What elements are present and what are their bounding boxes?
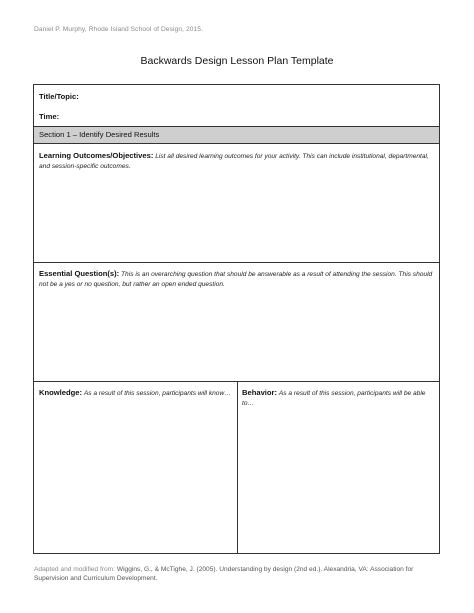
- section-1-label: Section 1 – Identify Desired Results: [39, 130, 160, 139]
- citation-footer: [34, 565, 444, 583]
- author-credit: Daniel P. Murphy, Rhode Island School of Design, 2015.: [34, 26, 203, 33]
- essential-questions-instruction: This is an overarching question that should be answerable as a result of attending the session. This should not be a yes or no question, but rather an open ended question.: [39, 271, 433, 288]
- learning-outcomes-instruction: List all desired learning outcomes for your activity. This can include institutional, departmental, and session-specific outcomes.: [39, 153, 429, 170]
- knowledge-instruction: As a result of this session, participants will know…: [83, 390, 231, 397]
- citation-text: Wiggins, G., & McTighe, J. (2005). Understanding by design (2nd ed.). Alexandria, VA: Association for Supervision and Curriculum Development.: [34, 566, 414, 582]
- knowledge-block[interactable]: [34, 381, 237, 553]
- lesson-plan-form: [33, 84, 440, 554]
- behavior-label: Behavior:: [242, 388, 278, 397]
- behavior-text: [242, 388, 433, 408]
- knowledge-label: Knowledge:: [39, 388, 83, 397]
- behavior-instruction: As a result of this session, participants will be able to…: [242, 390, 426, 407]
- essential-questions-block[interactable]: [34, 262, 439, 381]
- essential-questions-text: [39, 269, 433, 289]
- section-1-header: [34, 126, 439, 144]
- document-title: Backwards Design Lesson Plan Template: [140, 55, 334, 67]
- learning-outcomes-block[interactable]: [34, 144, 439, 262]
- learning-outcomes-label: Learning Outcomes/Objectives:: [39, 151, 154, 160]
- behavior-block[interactable]: [237, 381, 439, 553]
- essential-questions-label: Essential Question(s):: [39, 269, 120, 278]
- learning-outcomes-text: [39, 151, 433, 171]
- knowledge-text: [39, 388, 231, 399]
- time-field[interactable]: [39, 112, 59, 121]
- title-topic-label: Title/Topic:: [39, 92, 79, 101]
- citation-prefix: Adapted and modified from:: [34, 566, 116, 573]
- title-topic-field[interactable]: [39, 92, 79, 101]
- time-label: Time:: [39, 112, 60, 121]
